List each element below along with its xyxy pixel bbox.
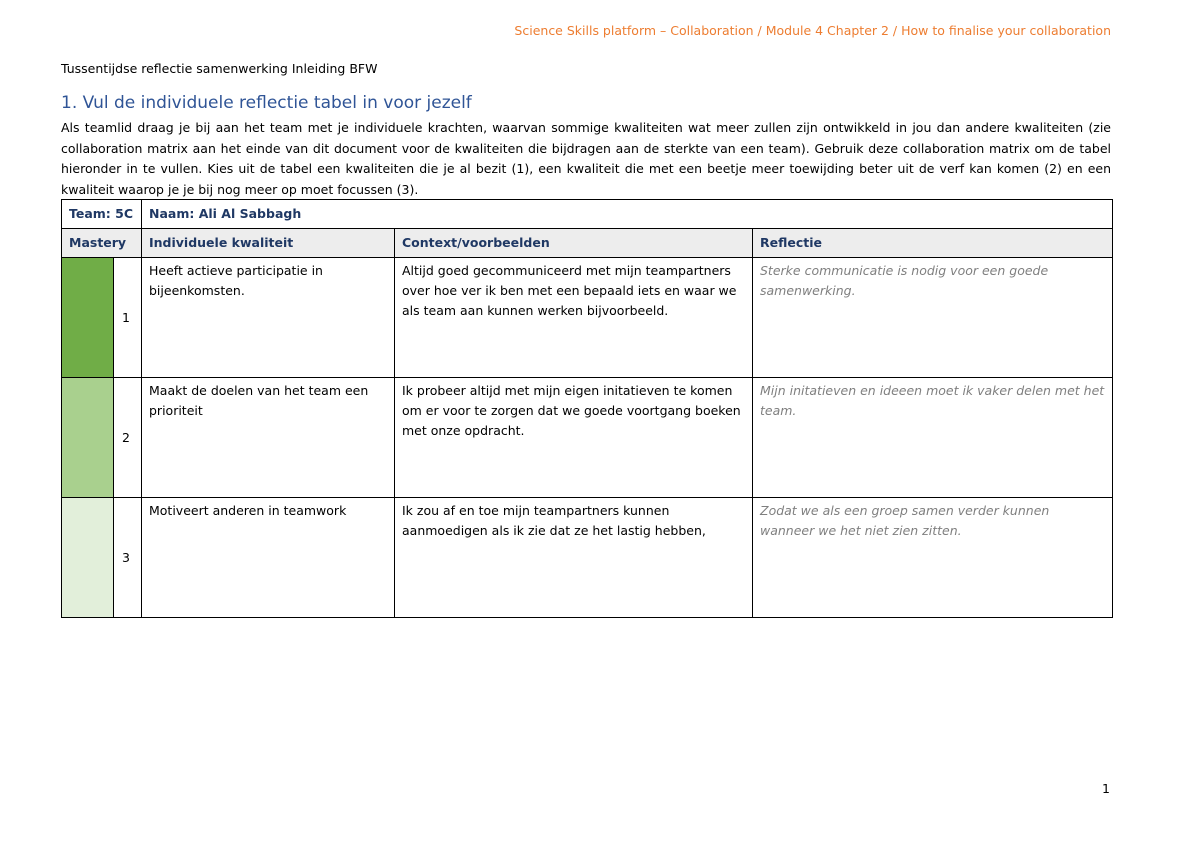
mastery-number: 3	[114, 498, 142, 618]
team-cell: Team: 5C	[62, 200, 142, 229]
header-quality: Individuele kwaliteit	[142, 229, 395, 258]
page-header-breadcrumb: Science Skills platform – Collaboration / Module 4 Chapter 2 / How to finalise your collaboration	[514, 23, 1111, 38]
mastery-number: 1	[114, 258, 142, 378]
header-mastery: Mastery	[62, 229, 142, 258]
reflection-cell: Zodat we als een groep samen verder kunnen wanneer we het niet zien zitten.	[753, 498, 1113, 618]
document-subtitle: Tussentijdse reflectie samenwerking Inleiding BFW	[61, 61, 378, 76]
intro-paragraph: Als teamlid draag je bij aan het team met je individuele krachten, waarvan sommige kwaliteiten wat meer zullen zijn ontwikkeld in jou dan andere kwaliteiten (zie collaboration matrix aan het einde van dit document voor de kwaliteiten die bijdragen aan de sterkte van een team). Gebruik deze collaboration matrix om de tabel hieronder in te vullen. Kies uit de tabel een kwaliteiten die je al bezit (1), een kwaliteit die met een beetje meer toewijding beter uit de verf kan komen (2) en een kwaliteit waarop je je bij nog meer op moet focussen (3).	[61, 120, 1111, 197]
reflection-table	[61, 199, 1113, 618]
team-row	[62, 200, 1113, 229]
table-row	[62, 498, 1113, 618]
mastery-number: 2	[114, 378, 142, 498]
header-context: Context/voorbeelden	[395, 229, 753, 258]
mastery-color-cell	[62, 378, 114, 498]
quality-cell: Heeft actieve participatie in bijeenkomsten.	[142, 258, 395, 378]
context-cell: Ik probeer altijd met mijn eigen initatieven te komen om er voor te zorgen dat we goede voortgang boeken met onze opdracht.	[395, 378, 753, 498]
quality-cell: Motiveert anderen in teamwork	[142, 498, 395, 618]
header-reflection: Reflectie	[753, 229, 1113, 258]
reflection-cell: Mijn initatieven en ideeen moet ik vaker delen met het team.	[753, 378, 1113, 498]
reflection-cell: Sterke communicatie is nodig voor een goede samenwerking.	[753, 258, 1113, 378]
student-name-cell: Naam: Ali Al Sabbagh	[142, 200, 1113, 229]
section-heading: 1. Vul de individuele reflectie tabel in voor jezelf	[61, 93, 472, 113]
mastery-color-cell	[62, 498, 114, 618]
context-cell: Ik zou af en toe mijn teampartners kunnen aanmoedigen als ik zie dat ze het lastig hebben,	[395, 498, 753, 618]
context-cell: Altijd goed gecommuniceerd met mijn teampartners over hoe ver ik ben met een bepaald iets en waar we als team aan kunnen werken bijvoorbeeld.	[395, 258, 753, 378]
table-header-row	[62, 229, 1113, 258]
page-number: 1	[1102, 781, 1110, 796]
table-row	[62, 378, 1113, 498]
quality-cell: Maakt de doelen van het team een prioriteit	[142, 378, 395, 498]
table-row	[62, 258, 1113, 378]
mastery-color-cell	[62, 258, 114, 378]
